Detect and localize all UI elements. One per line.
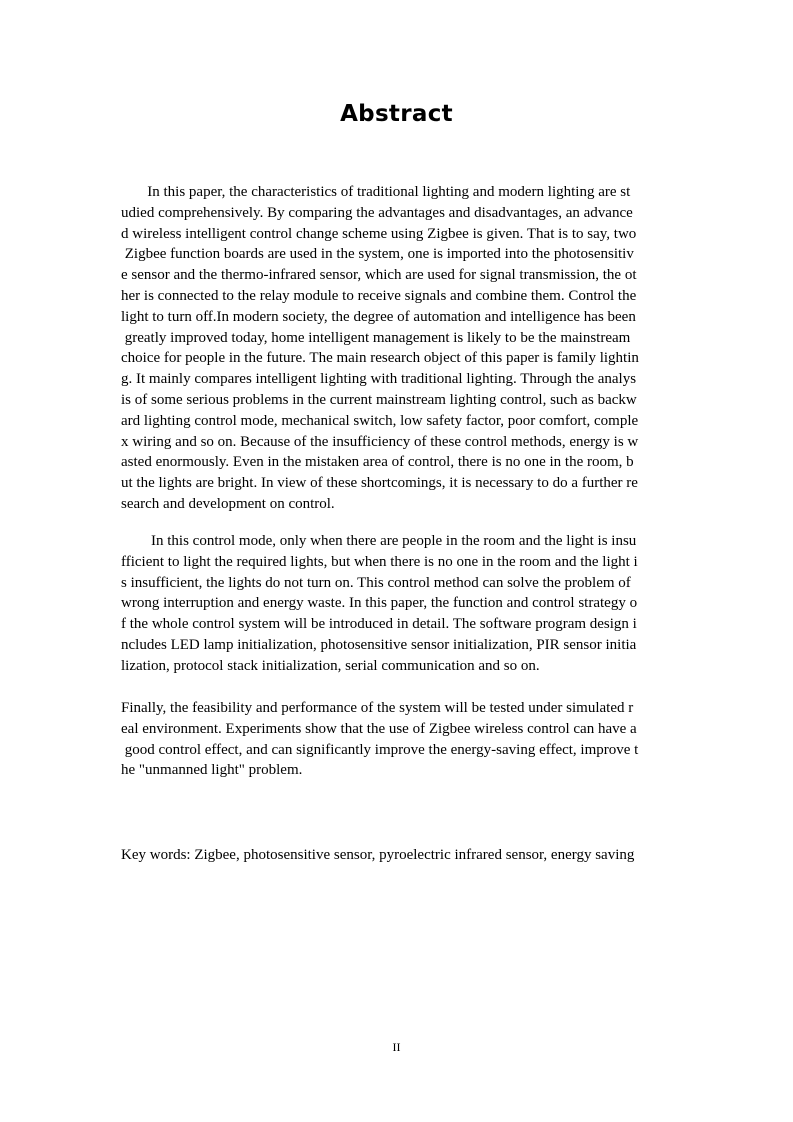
text-line: In this paper, the characteristics of traditional lighting and modern lighting are st bbox=[121, 184, 631, 200]
text-line: ut the lights are bright. In view of these shortcomings, it is necessary to do a further re bbox=[121, 475, 638, 492]
text-line: good control effect, and can significantly improve the energy-saving effect, improve t bbox=[121, 741, 639, 758]
text-line: light to turn off.In modern society, the degree of automation and intelligence has been bbox=[121, 308, 636, 325]
text-line: d wireless intelligent control change scheme using Zigbee is given. That is to say, two bbox=[121, 225, 637, 242]
text-line: f the whole control system will be introduced in detail. The software program design i bbox=[121, 616, 637, 633]
text-line: e sensor and the thermo-infrared sensor, which are used for signal transmission, the ot bbox=[121, 267, 637, 284]
text-line: her is connected to the relay module to receive signals and combine them. Control the bbox=[121, 287, 637, 304]
abstract-paragraph-1 bbox=[121, 182, 672, 515]
keywords-line: Key words: Zigbee, photosensitive sensor, pyroelectric infrared sensor, energy saving bbox=[121, 847, 635, 863]
abstract-title: Abstract bbox=[340, 101, 453, 127]
text-line: search and development on control. bbox=[121, 495, 335, 512]
text-line: g. It mainly compares intelligent lighting with traditional lighting. Through the analys bbox=[121, 371, 637, 388]
text-line: fficient to light the required lights, but when there is no one in the room and the light i bbox=[121, 553, 638, 570]
text-line: Zigbee function boards are used in the system, one is imported into the photosensitiv bbox=[121, 246, 634, 263]
text-line: Finally, the feasibility and performance of the system will be tested under simulated r bbox=[121, 700, 634, 716]
text-line: x wiring and so on. Because of the insufficiency of these control methods, energy is w bbox=[121, 433, 639, 450]
text-line: greatly improved today, home intelligent management is likely to be the mainstream bbox=[121, 329, 631, 346]
text-line: choice for people in the future. The main research object of this paper is family lightin bbox=[121, 350, 639, 367]
text-line: he "unmanned light" problem. bbox=[121, 762, 303, 779]
text-line: s insufficient, the lights do not turn on. This control method can solve the problem of bbox=[121, 574, 631, 591]
text-line: wrong interruption and energy waste. In this paper, the function and control strategy o bbox=[121, 595, 638, 612]
text-line: asted enormously. Even in the mistaken area of control, there is no one in the room, b bbox=[121, 454, 634, 471]
text-line: lization, protocol stack initialization, serial communication and so on. bbox=[121, 657, 540, 674]
text-line: ard lighting control mode, mechanical switch, low safety factor, poor comfort, comple bbox=[121, 412, 639, 429]
text-line: In this control mode, only when there are people in the room and the light is insu bbox=[121, 533, 637, 549]
text-line: ncludes LED lamp initialization, photosensitive sensor initialization, PIR sensor initia bbox=[121, 636, 637, 653]
text-line: eal environment. Experiments show that the use of Zigbee wireless control can have a bbox=[121, 720, 637, 737]
text-line: udied comprehensively. By comparing the advantages and disadvantages, an advance bbox=[121, 204, 633, 221]
abstract-paragraph-2 bbox=[121, 531, 672, 677]
text-line: is of some serious problems in the current mainstream lighting control, such as backw bbox=[121, 391, 637, 408]
abstract-paragraph-3 bbox=[121, 698, 672, 781]
page-number: II bbox=[392, 1040, 401, 1054]
keywords bbox=[121, 845, 672, 866]
